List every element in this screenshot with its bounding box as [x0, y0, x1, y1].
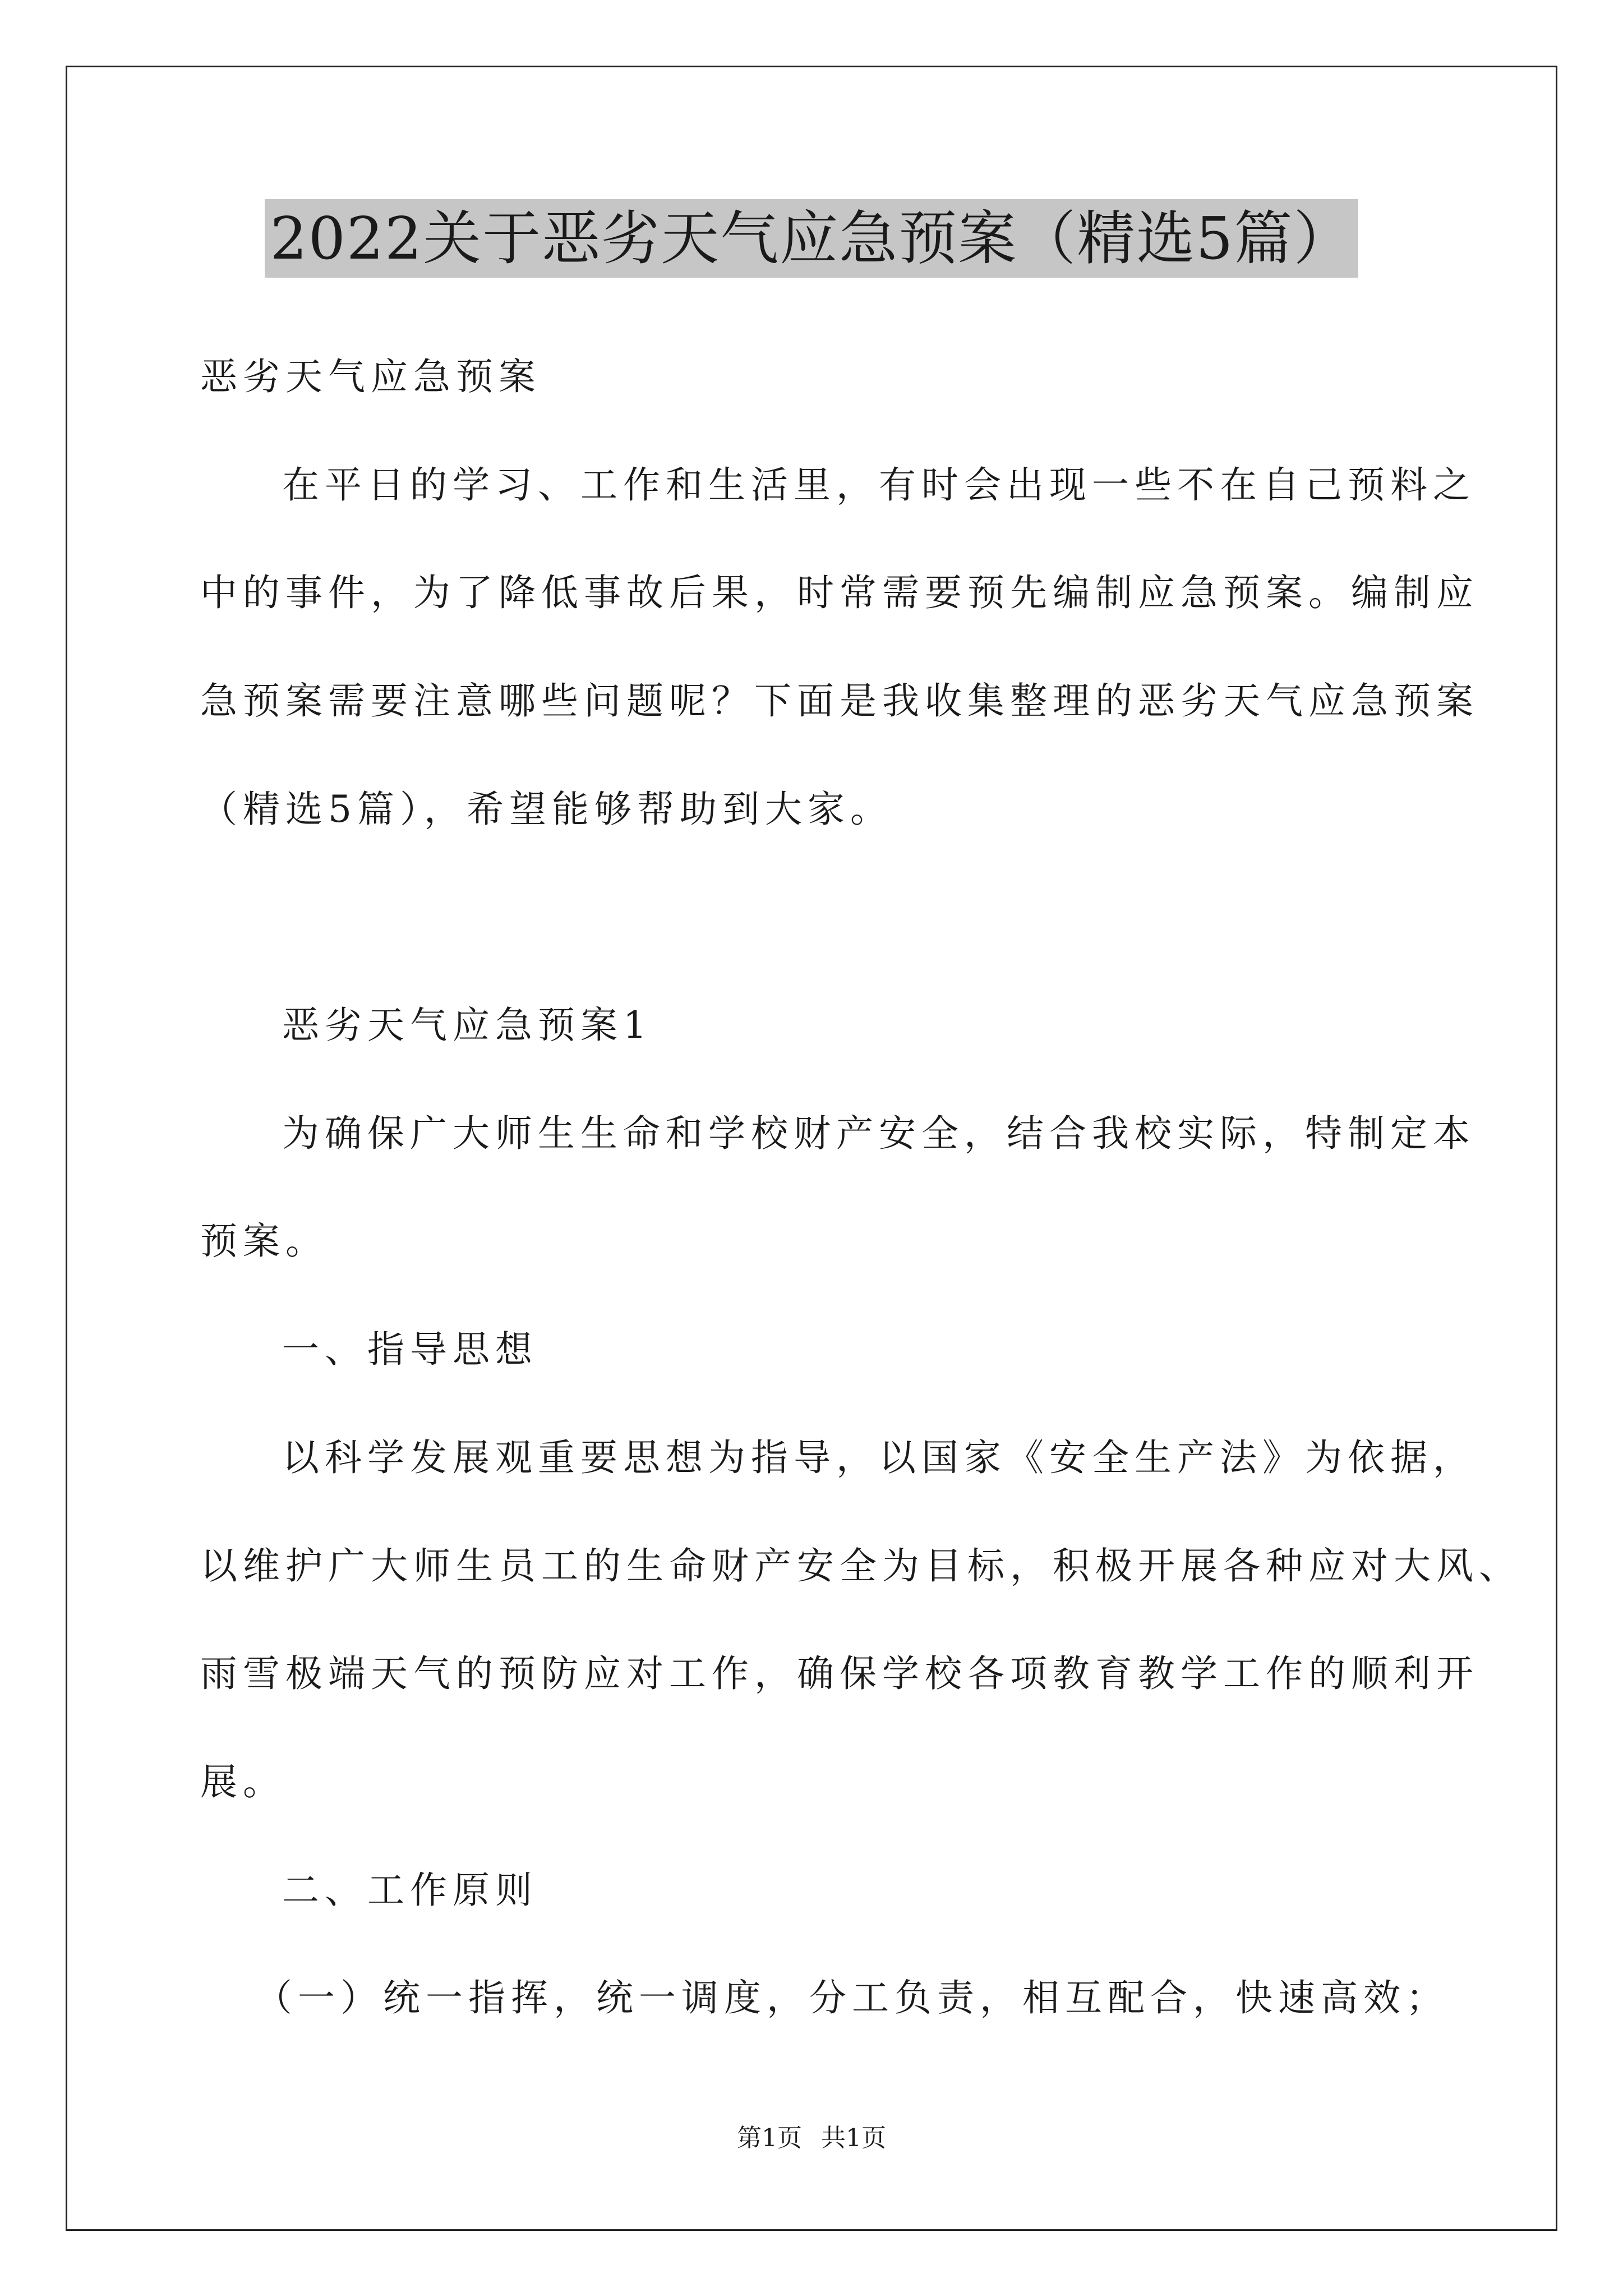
paragraph-line: 以科学发展观重要思想为指导，以国家《安全生产法》为依据， — [282, 1436, 1476, 1479]
paragraph-line: （一）统一指挥，统一调度，分工负责，相互配合，快速高效； — [255, 1976, 1449, 2019]
subtitle-line: 恶劣天气应急预案 — [200, 355, 541, 398]
section-heading: 一、指导思想 — [282, 1328, 538, 1371]
paragraph-line: 急预案需要注意哪些问题呢？下面是我收集整理的恶劣天气应急预案 — [200, 679, 1479, 723]
document-title: 2022关于恶劣天气应急预案（精选5篇） — [265, 199, 1359, 278]
paragraph-line: 以维护广大师生员工的生命财产安全为目标，积极开展各种应对大风、 — [200, 1544, 1521, 1588]
paragraph-line: （精选5篇），希望能够帮助到大家。 — [200, 788, 893, 831]
page-footer: 第1页 共1页 — [737, 2124, 886, 2152]
section-heading: 恶劣天气应急预案1 — [282, 1004, 652, 1047]
paragraph-line: 展。 — [200, 1760, 285, 1803]
paragraph-line: 为确保广大师生生命和学校财产安全，结合我校实际，特制定本 — [282, 1112, 1476, 1155]
paragraph-line: 中的事件，为了降低事故后果，时常需要预先编制应急预案。编制应 — [200, 571, 1479, 614]
paragraph-line: 在平日的学习、工作和生活里，有时会出现一些不在自己预料之 — [282, 463, 1476, 507]
title-container — [0, 199, 1623, 278]
section-heading: 二、工作原则 — [282, 1869, 538, 1912]
paragraph-line: 雨雪极端天气的预防应对工作，确保学校各项教育教学工作的顺利开 — [200, 1652, 1479, 1695]
paragraph-line: 预案。 — [200, 1220, 328, 1263]
